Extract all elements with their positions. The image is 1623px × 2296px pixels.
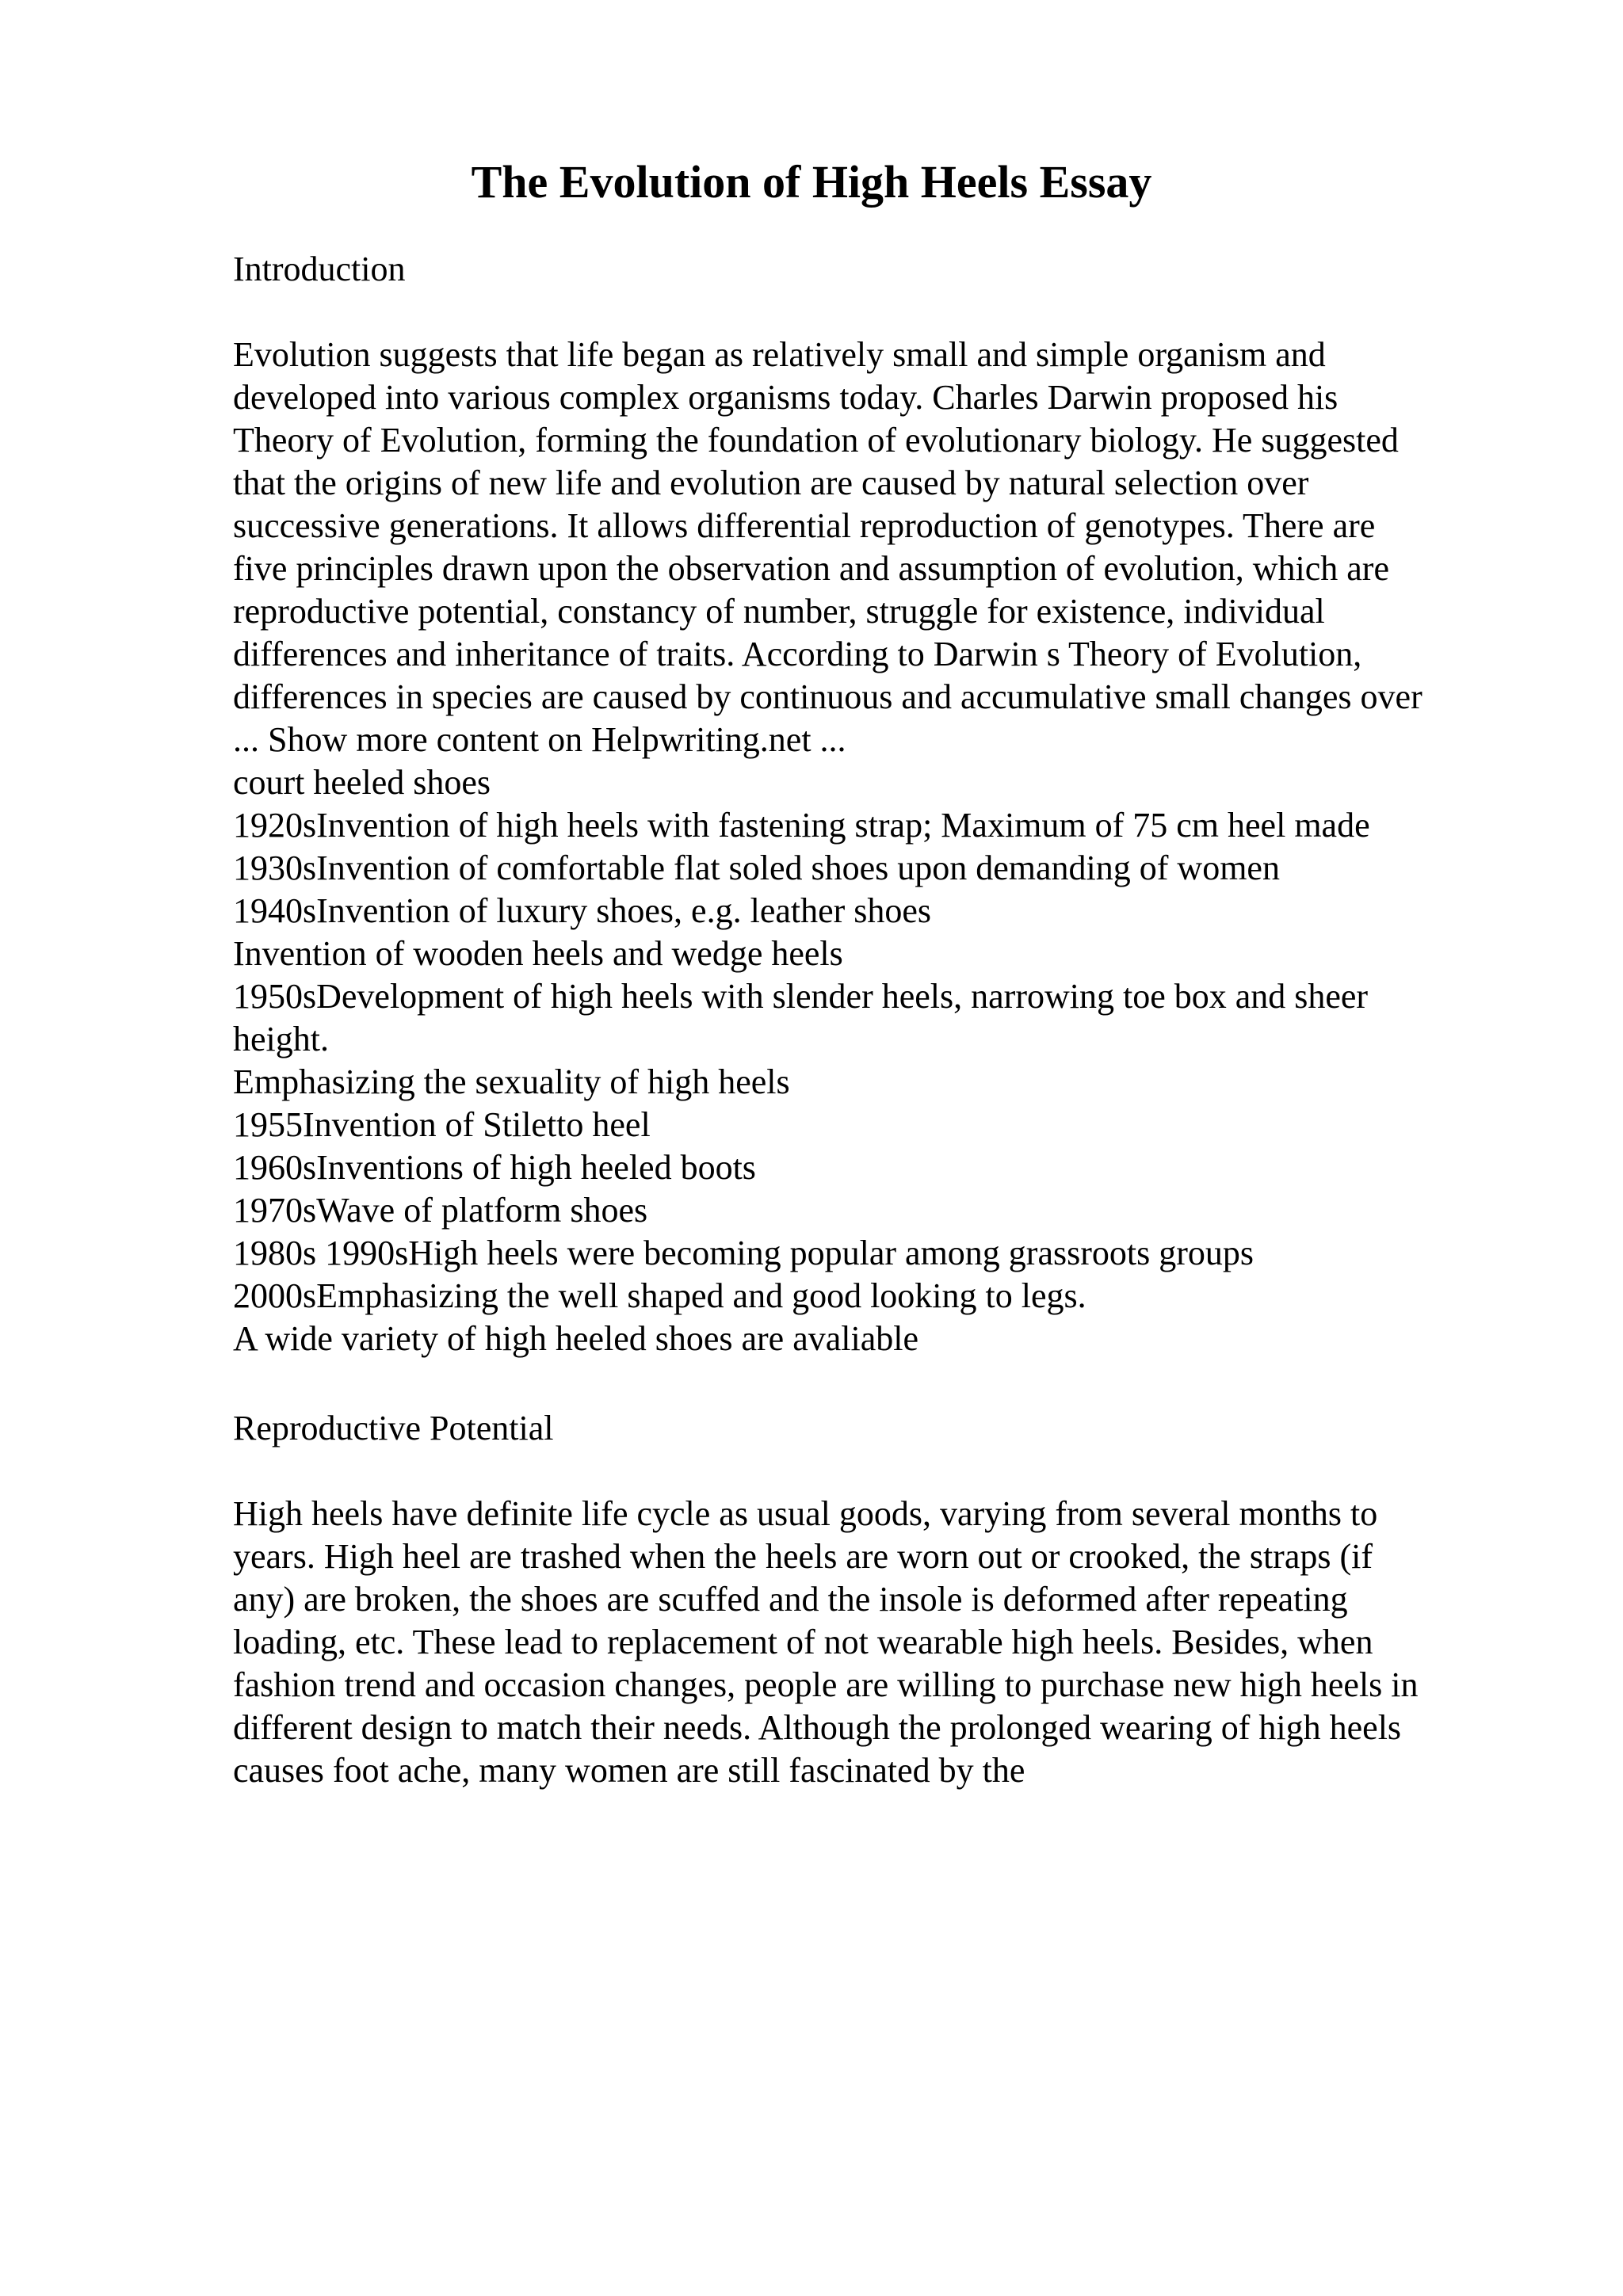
text-line: loading, etc. These lead to replacement of not wearable high heels. Besides, when [233,1623,1373,1661]
text-line: any) are broken, the shoes are scuffed and the insole is deformed after repeating [233,1580,1348,1619]
text-line: five principles drawn upon the observation and assumption of evolution, which are [233,549,1389,588]
timeline-line: Emphasizing the sexuality of high heels [233,1062,790,1101]
timeline-line: 1980s 1990sHigh heels were becoming popular among grassroots groups [233,1234,1254,1272]
introduction-body [233,334,1533,1360]
text-line: that the origins of new life and evolution are caused by natural selection over [233,463,1309,502]
section-heading-reproductive-potential: Reproductive Potential [233,1409,554,1447]
text-line: differences in species are caused by continuous and accumulative small changes over [233,677,1423,716]
text-line: different design to match their needs. Although the prolonged wearing of high heels [233,1708,1402,1747]
timeline-line: 1970sWave of platform shoes [233,1191,648,1230]
section-heading-introduction: Introduction [233,250,406,288]
timeline-line: 1950sDevelopment of high heels with slender heels, narrowing toe box and sheer [233,977,1369,1016]
document-title: The Evolution of High Heels Essay [471,156,1152,208]
reproductive-potential-body [233,1493,1533,1792]
text-line: High heels have definite life cycle as usual goods, varying from several months to [233,1494,1378,1533]
show-more-notice: ... Show more content on Helpwriting.net ... [233,720,846,759]
text-line: successive generations. It allows differential reproduction of genotypes. There are [233,506,1376,545]
timeline-line: 2000sEmphasizing the well shaped and good looking to legs. [233,1276,1086,1315]
text-line: developed into various complex organisms today. Charles Darwin proposed his [233,378,1338,417]
text-line: Evolution suggests that life began as relatively small and simple organism and [233,335,1326,374]
timeline-line: height. [233,1020,329,1058]
text-line: years. High heel are trashed when the heels are worn out or crooked, the straps (if [233,1537,1373,1576]
text-line: differences and inheritance of traits. According to Darwin s Theory of Evolution, [233,635,1362,673]
timeline-line: 1940sInvention of luxury shoes, e.g. leather shoes [233,891,932,930]
timeline-line: A wide variety of high heeled shoes are avaliable [233,1319,919,1358]
text-line: fashion trend and occasion changes, people are willing to purchase new high heels in [233,1665,1419,1704]
text-line: Theory of Evolution, forming the foundation of evolutionary biology. He suggested [233,421,1399,460]
timeline-line: 1960sInventions of high heeled boots [233,1148,756,1187]
text-line: causes foot ache, many women are still fascinated by the [233,1751,1025,1790]
timeline-line: 1920sInvention of high heels with fastening strap; Maximum of 75 cm heel made [233,806,1370,845]
timeline-line: Invention of wooden heels and wedge heels [233,934,843,973]
text-line: court heeled shoes [233,763,491,802]
timeline-line: 1955Invention of Stiletto heel [233,1105,651,1144]
text-line: reproductive potential, constancy of number, struggle for existence, individual [233,592,1325,631]
timeline-line: 1930sInvention of comfortable flat soled shoes upon demanding of women [233,849,1280,887]
